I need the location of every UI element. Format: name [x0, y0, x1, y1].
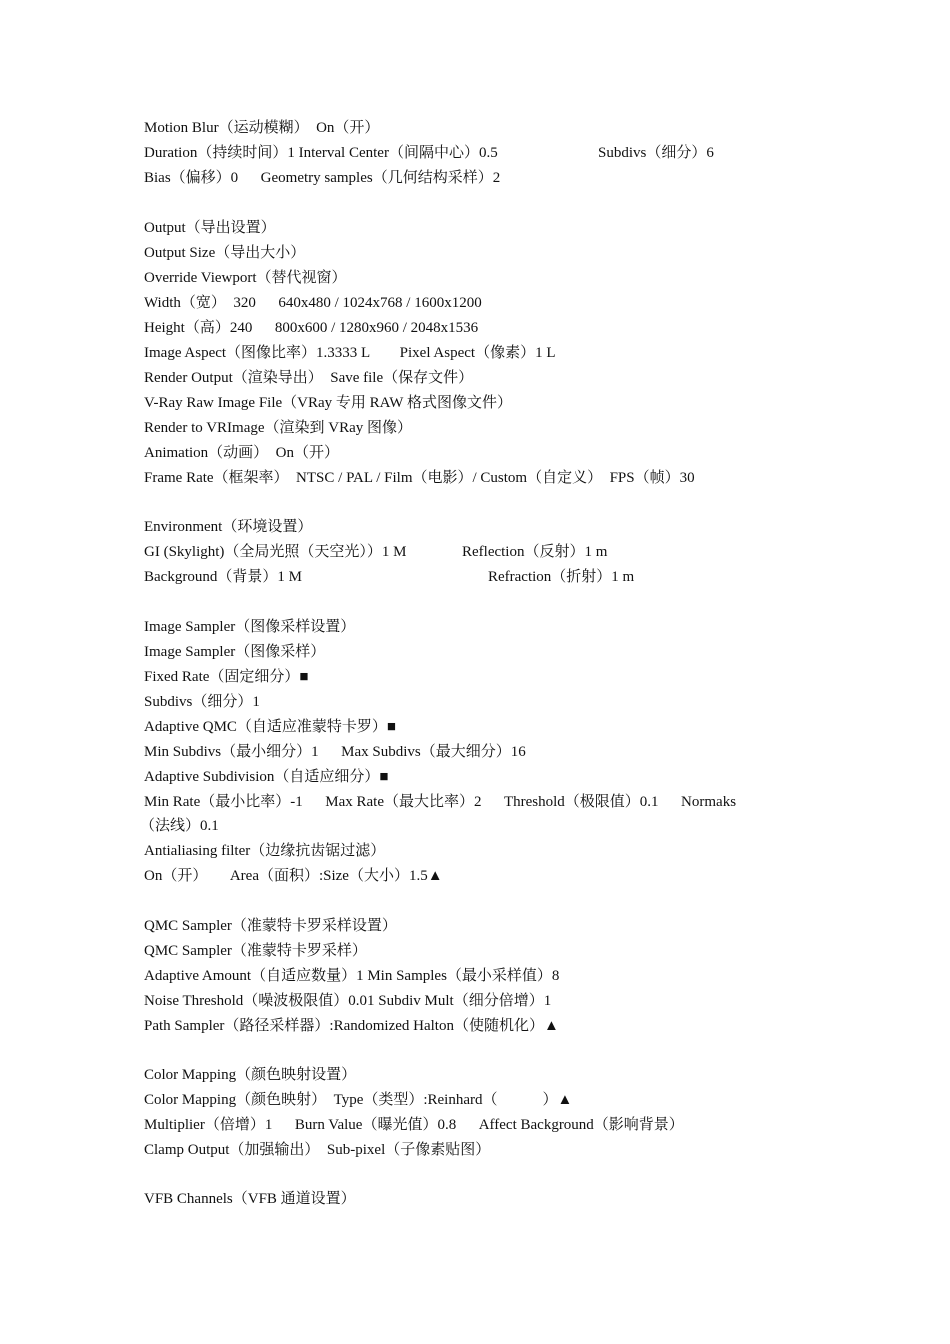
- path-sampler-line: Path Sampler（路径采样器）:Randomized Halton（使随机化）▲: [144, 1018, 559, 1034]
- vrimage-line: Render to VRImage（渲染到 VRay 图像）: [144, 420, 413, 436]
- qmc-heading: QMC Sampler（准蒙特卡罗采样设置）: [144, 918, 397, 934]
- subdivs-value: Subdivs（细分）6: [598, 145, 714, 161]
- animation-line: Animation（动画） On（开）: [144, 445, 339, 461]
- environment-heading: Environment（环境设置）: [144, 519, 313, 535]
- rates-line: Min Rate（最小比率）-1 Max Rate（最大比率）2 Threshold（极限值）0.1 Normaks: [144, 794, 737, 810]
- override-viewport-line: Override Viewport（替代视窗）: [144, 270, 347, 286]
- image-sampler-line: Image Sampler（图像采样）: [144, 644, 326, 660]
- aa-filter-line: Antialiasing filter（边缘抗齿锯过滤）: [144, 843, 386, 859]
- motion-blur-line: Motion Blur（运动模糊） On（开）: [144, 120, 380, 136]
- output-heading: Output（导出设置）: [144, 220, 276, 236]
- image-sampler-heading: Image Sampler（图像采样设置）: [144, 619, 356, 635]
- frame-rate-line: Frame Rate（框架率） NTSC / PAL / Film（电影）/ Custom（自定义） FPS（帧）30: [144, 470, 695, 486]
- background-line: Background（背景）1 M: [144, 569, 302, 585]
- raw-image-line: V-Ray Raw Image File（VRay 专用 RAW 格式图像文件）: [144, 395, 512, 411]
- noise-threshold-line: Noise Threshold（噪波极限值）0.01 Subdiv Mult（细分倍增）1: [144, 993, 552, 1009]
- adaptive-subdivision-line: Adaptive Subdivision（自适应细分）■: [144, 769, 389, 785]
- output-size-line: Output Size（导出大小）: [144, 245, 306, 261]
- bias-line: Bias（偏移）0 Geometry samples（几何结构采样）2: [144, 170, 501, 186]
- width-line: Width（宽） 320 640x480 / 1024x768 / 1600x1200: [144, 295, 482, 311]
- min-max-subdivs-line: Min Subdivs（最小细分）1 Max Subdivs（最大细分）16: [144, 744, 526, 760]
- height-line: Height（高）240 800x600 / 1280x960 / 2048x1536: [144, 320, 479, 336]
- aa-on-line: On（开） Area（面积）:Size（大小）1.5▲: [144, 868, 443, 884]
- render-output-line: Render Output（渲染导出） Save file（保存文件）: [144, 370, 474, 386]
- clamp-output-line: Clamp Output（加强输出） Sub-pixel（子像素贴图）: [144, 1142, 491, 1158]
- multiplier-line: Multiplier（倍增）1 Burn Value（曝光值）0.8 Affect Background（影响背景）: [144, 1117, 684, 1133]
- reflection-value: Reflection（反射）1 m: [462, 544, 608, 560]
- duration-line: Duration（持续时间）1 Interval Center（间隔中心）0.5: [144, 145, 498, 161]
- vfb-heading: VFB Channels（VFB 通道设置）: [144, 1191, 356, 1207]
- color-mapping-heading: Color Mapping（颜色映射设置）: [144, 1067, 357, 1083]
- image-aspect-line: Image Aspect（图像比率）1.3333 L Pixel Aspect（像素）1 L: [144, 345, 556, 361]
- rates-line-continued: （法线）0.1: [140, 818, 219, 834]
- gi-line: GI (Skylight)（全局光照（天空光））1 M: [144, 544, 407, 560]
- color-mapping-type-line: Color Mapping（颜色映射） Type（类型）:Reinhard（ ）▲: [144, 1092, 573, 1108]
- adaptive-qmc-line: Adaptive QMC（自适应准蒙特卡罗）■: [144, 719, 396, 735]
- fixed-rate-line: Fixed Rate（固定细分）■: [144, 669, 309, 685]
- adaptive-amount-line: Adaptive Amount（自适应数量）1 Min Samples（最小采样值）8: [144, 968, 560, 984]
- subdivs-line: Subdivs（细分）1: [144, 694, 260, 710]
- qmc-sampler-line: QMC Sampler（准蒙特卡罗采样）: [144, 943, 367, 959]
- refraction-value: Refraction（折射）1 m: [488, 569, 635, 585]
